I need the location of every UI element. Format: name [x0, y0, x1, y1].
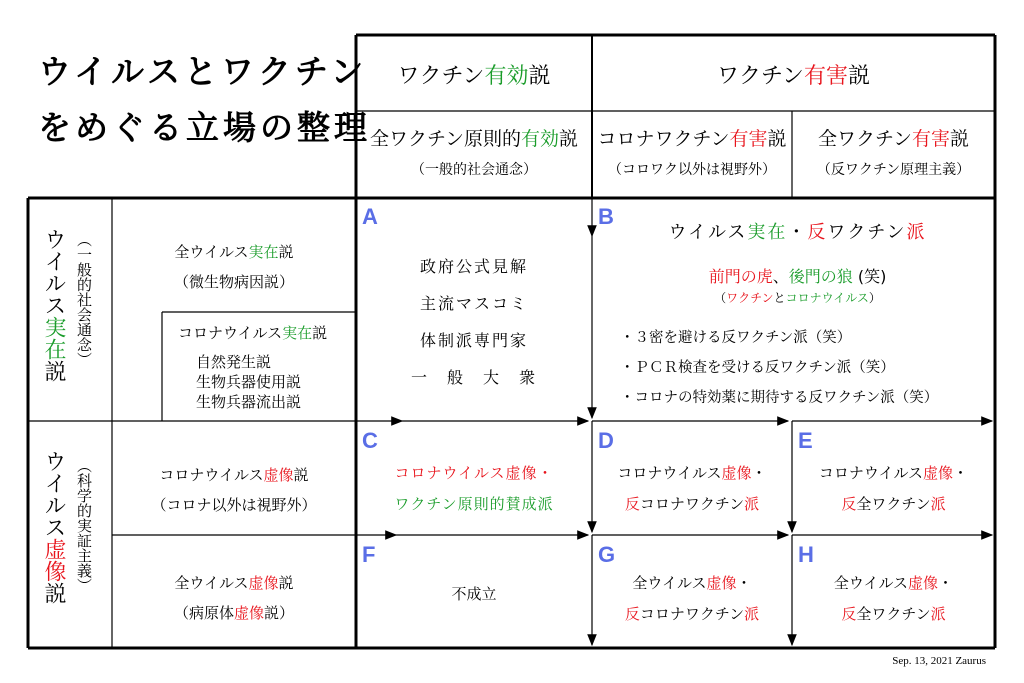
cell-b-note: （ワクチンとコロナウイルス） — [714, 291, 881, 305]
cell-d-content: コロナウイルス虚像・ 反コロナワクチン派 — [617, 464, 767, 513]
row-virus-exist: ウイルス実在説 — [41, 228, 66, 382]
cell-c-content: コロナウイルス虚像・ ワクチン原則的賛成派 — [394, 464, 554, 513]
list-item: ・ＰＣＲ検査を受ける反ワクチン派（笑） — [620, 360, 895, 376]
row-virus-virtual: ウイルス虚像説 — [41, 450, 66, 604]
cell-label-c: C — [362, 428, 378, 453]
header-all-vaccine-harmful: 全ワクチン有害説 （反ワクチン原理主義） — [816, 128, 971, 178]
cell-b-bullets — [620, 323, 938, 413]
list-item: ・３密を避ける反ワクチン派（笑） — [620, 330, 852, 346]
cell-g-content: 全ウイルス虚像・ 反コロナワクチン派 — [624, 574, 760, 623]
header-vaccine-harmful: ワクチン有害説 — [717, 64, 870, 89]
header-all-vaccine-effective: 全ワクチン原則的有効説 （一般的社会通念） — [369, 128, 579, 178]
list-item: ・コロナの特効薬に期待する反ワクチン派（笑） — [620, 390, 939, 406]
header-corona-vaccine-harmful: コロナワクチン有害説 （コロワク以外は視野外） — [597, 128, 787, 178]
cell-e-content: コロナウイルス虚像・ 反全ワクチン派 — [818, 464, 969, 513]
subrow-corona-exist-items: 自然発生説 生物兵器使用説 生物兵器流出説 — [196, 353, 302, 411]
cell-label-h: H — [798, 542, 814, 567]
title-line-1: ウイルスとワクチン — [38, 52, 368, 91]
cell-b-tiger-wolf: 前門の虎、後門の狼 (笑) — [708, 267, 887, 286]
cell-b-heading: ウイルス実在・反ワクチン派 — [668, 222, 927, 243]
cell-label-e: E — [798, 428, 813, 453]
cell-label-f: F — [362, 542, 376, 567]
row-virus-virtual-sub: （科学的実証主義） — [75, 458, 93, 593]
row-virus-exist-sub: （一般的社会通念） — [75, 232, 93, 367]
subrow-corona-exist: コロナウイルス実在説 — [178, 324, 328, 342]
cell-label-a: A — [362, 204, 378, 229]
title-line-2: をめぐる立場の整理 — [38, 108, 371, 147]
subrow-corona-virtual: コロナウイルス虚像説 （コロナ以外は視野外） — [151, 466, 317, 514]
cell-label-d: D — [598, 428, 614, 453]
footer-credit: Sep. 13, 2021 Zaurus — [892, 655, 986, 667]
subrow-all-virus-exist: 全ウイルス実在説 （微生物病因説） — [173, 243, 294, 291]
header-vaccine-effective: ワクチン有効説 — [397, 64, 551, 89]
subrow-all-virus-virtual: 全ウイルス虚像説 （病原体虚像説） — [173, 574, 295, 622]
cell-label-g: G — [598, 542, 616, 567]
cell-a-content: 政府公式見解 主流マスコミ 体制派専門家 一 般 大 衆 — [410, 257, 537, 387]
cell-h-content: 全ウイルス虚像・ 反全ワクチン派 — [833, 574, 954, 623]
cell-f-content: 不成立 — [451, 585, 497, 603]
cell-label-b: B — [598, 204, 614, 229]
